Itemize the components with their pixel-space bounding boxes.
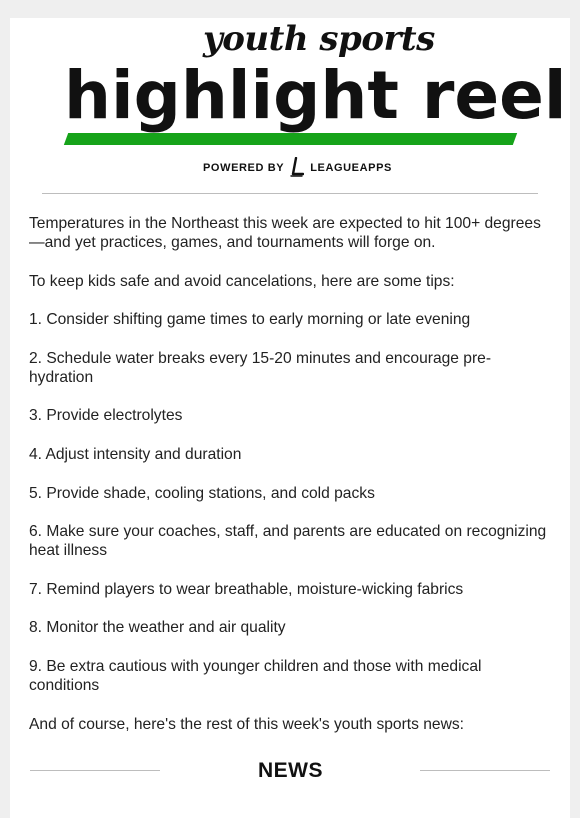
tip-item: 3. Provide electrolytes — [29, 407, 183, 425]
tips-list — [29, 310, 555, 695]
intro-paragraph: Temperatures in the Northeast this week are expected to hit 100+ degrees—and yet practices, games, and tournaments will forge on. — [29, 215, 541, 251]
news-heading: NEWS — [258, 759, 323, 782]
email-body — [29, 214, 555, 753]
powered-by-label: POWERED BY — [203, 162, 285, 174]
tip-item: 5. Provide shade, cooling stations, and cold packs — [29, 484, 375, 502]
tip-item: 7. Remind players to wear breathable, moisture-wicking fabrics — [29, 580, 464, 598]
header-divider — [42, 193, 538, 194]
leagueapps-l-icon — [290, 157, 304, 177]
highlight-reel-logo[interactable] — [0, 0, 580, 190]
powered-by-leagueapps[interactable] — [203, 158, 392, 178]
tips-lead: To keep kids safe and avoid cancelations, here are some tips: — [29, 272, 455, 290]
news-left-rule — [30, 770, 160, 771]
tip-item: 2. Schedule water breaks every 15-20 minutes and encourage pre-hydration — [29, 349, 492, 386]
news-section-header — [0, 758, 580, 782]
news-right-rule — [420, 770, 550, 771]
tip-item: 6. Make sure your coaches, staff, and parents are educated on recognizing heat illness — [29, 523, 547, 560]
leagueapps-brand: LEAGUEAPPS — [310, 162, 392, 174]
logo-script-text: youth sports — [203, 19, 435, 59]
tip-item: 4. Adjust intensity and duration — [29, 445, 242, 463]
closing-paragraph: And of course, here's the rest of this week's youth sports news: — [29, 715, 464, 733]
logo-main-text: highlight reel — [64, 57, 567, 134]
tip-item: 9. Be extra cautious with younger children and those with medical conditions — [29, 657, 482, 694]
tip-item: 1. Consider shifting game times to early morning or late evening — [29, 311, 471, 329]
tip-item: 8. Monitor the weather and air quality — [29, 619, 286, 637]
